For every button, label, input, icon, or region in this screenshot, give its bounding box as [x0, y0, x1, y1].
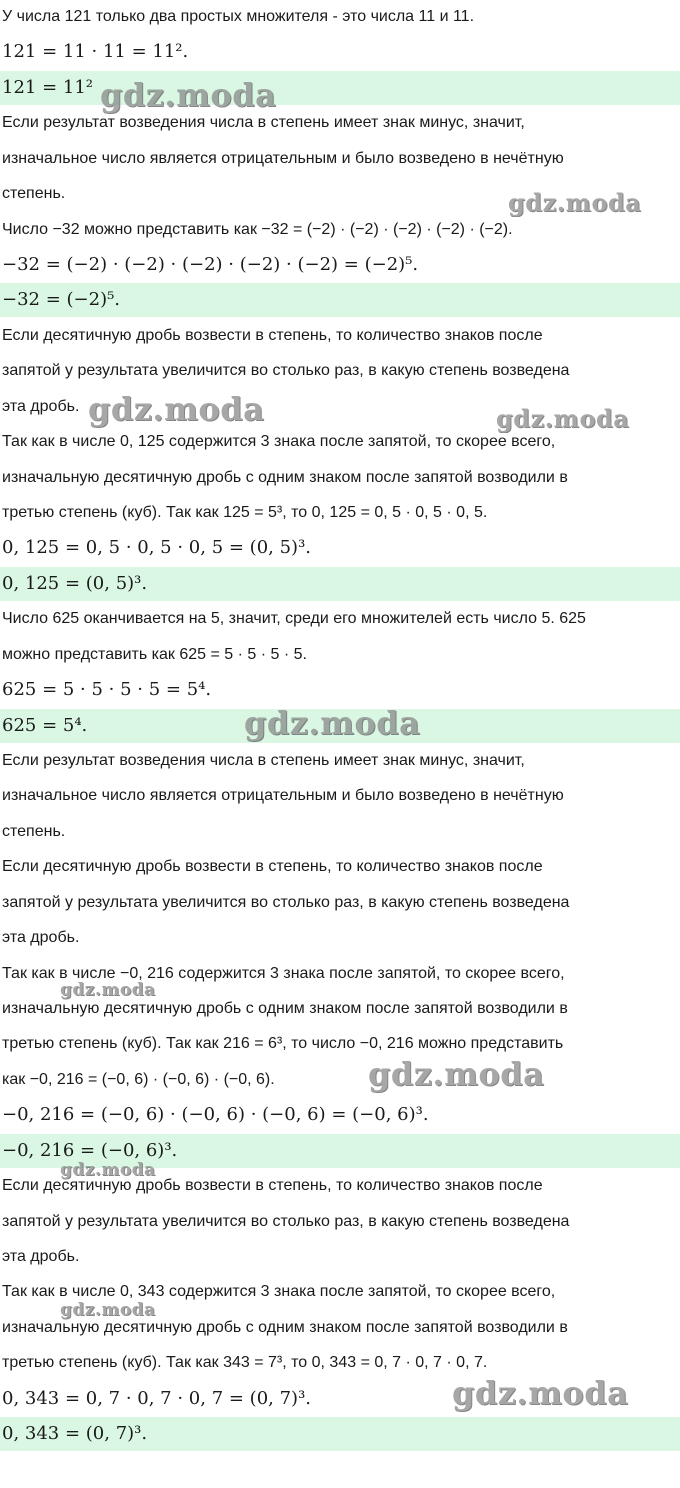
- text-line: изначальную десятичную дробь с одним знаком после запятой возводили в: [2, 1000, 568, 1017]
- equation-line: −32 = (−2) · (−2) · (−2) · (−2) · (−2) = (−2)⁵.: [2, 254, 419, 275]
- answer-line: −32 = (−2)⁵.: [0, 283, 680, 317]
- text-line: Число 625 оканчивается на 5, значит, среди его множителей есть число 5. 625: [2, 610, 586, 627]
- answer-line: 0, 343 = (0, 7)³.: [0, 1417, 680, 1451]
- text-line: Число −32 можно представить как −32 = (−2) · (−2) · (−2) · (−2) · (−2).: [2, 221, 513, 238]
- answer-line: −0, 216 = (−0, 6)³.: [0, 1134, 680, 1168]
- equation-line: 625 = 5 · 5 · 5 · 5 = 5⁴.: [2, 679, 212, 700]
- equation-line: 0, 343 = 0, 7 · 0, 7 · 0, 7 = (0, 7)³.: [2, 1388, 312, 1409]
- text-line: запятой у результата увеличится во столько раз, в какую степень возведена: [2, 362, 570, 379]
- watermark: gdz.moda: [244, 704, 421, 742]
- text-line: Если десятичную дробь возвести в степень, то количество знаков после: [2, 327, 543, 344]
- watermark: gdz.moda: [60, 1300, 156, 1320]
- text-line: запятой у результата увеличится во столько раз, в какую степень возведена: [2, 1213, 570, 1230]
- text-line: Так как в числе 0, 343 содержится 3 знака после запятой, то скорее всего,: [2, 1283, 556, 1300]
- watermark: gdz.moda: [100, 76, 277, 114]
- text-line: степень.: [2, 823, 66, 840]
- equation-line: 121 = 11 · 11 = 11².: [2, 41, 189, 62]
- text-line: Если результат возведения числа в степень имеет знак минус, значит,: [2, 114, 525, 131]
- text-line: изначальное число является отрицательным и было возведено в нечётную: [2, 787, 564, 804]
- watermark: gdz.moda: [88, 390, 265, 428]
- watermark: gdz.moda: [496, 404, 630, 433]
- text-line: Если результат возведения числа в степень имеет знак минус, значит,: [2, 752, 525, 769]
- watermark: gdz.moda: [508, 188, 642, 217]
- text-line: третью степень (куб). Так как 343 = 7³, то 0, 343 = 0, 7 · 0, 7 · 0, 7.: [2, 1354, 488, 1371]
- text-line: третью степень (куб). Так как 216 = 6³, то число −0, 216 можно представить: [2, 1035, 564, 1052]
- text-line: эта дробь.: [2, 398, 80, 415]
- text-line: можно представить как 625 = 5 · 5 · 5 · 5.: [2, 646, 307, 663]
- answer-line: 625 = 5⁴.: [0, 709, 680, 743]
- watermark: gdz.moda: [60, 980, 156, 1000]
- text-line: эта дробь.: [2, 1248, 80, 1265]
- text-line: изначальную десятичную дробь с одним знаком после запятой возводили в: [2, 1319, 568, 1336]
- text-line: как −0, 216 = (−0, 6) · (−0, 6) · (−0, 6).: [2, 1071, 275, 1088]
- answer-line: 0, 125 = (0, 5)³.: [0, 567, 680, 601]
- text-line: У числа 121 только два простых множителя - это числа 11 и 11.: [2, 8, 475, 25]
- text-line: степень.: [2, 185, 66, 202]
- text-line: запятой у результата увеличится во столько раз, в какую степень возведена: [2, 894, 570, 911]
- text-line: третью степень (куб). Так как 125 = 5³, то 0, 125 = 0, 5 · 0, 5 · 0, 5.: [2, 504, 488, 521]
- text-line: Если десятичную дробь возвести в степень, то количество знаков после: [2, 1177, 543, 1194]
- watermark: gdz.moda: [60, 1160, 156, 1180]
- watermark: gdz.moda: [452, 1374, 629, 1412]
- answer-line: 121 = 11²: [0, 71, 680, 105]
- text-line: эта дробь.: [2, 929, 80, 946]
- text-line: Так как в числе 0, 125 содержится 3 знака после запятой, то скорее всего,: [2, 433, 556, 450]
- equation-line: 0, 125 = 0, 5 · 0, 5 · 0, 5 = (0, 5)³.: [2, 537, 312, 558]
- text-line: изначальное число является отрицательным и было возведено в нечётную: [2, 150, 564, 167]
- text-line: изначальную десятичную дробь с одним знаком после запятой возводили в: [2, 469, 568, 486]
- watermark: gdz.moda: [368, 1055, 545, 1093]
- text-line: Если десятичную дробь возвести в степень, то количество знаков после: [2, 858, 543, 875]
- text-line: Так как в числе −0, 216 содержится 3 знака после запятой, то скорее всего,: [2, 965, 565, 982]
- equation-line: −0, 216 = (−0, 6) · (−0, 6) · (−0, 6) = (−0, 6)³.: [2, 1104, 429, 1125]
